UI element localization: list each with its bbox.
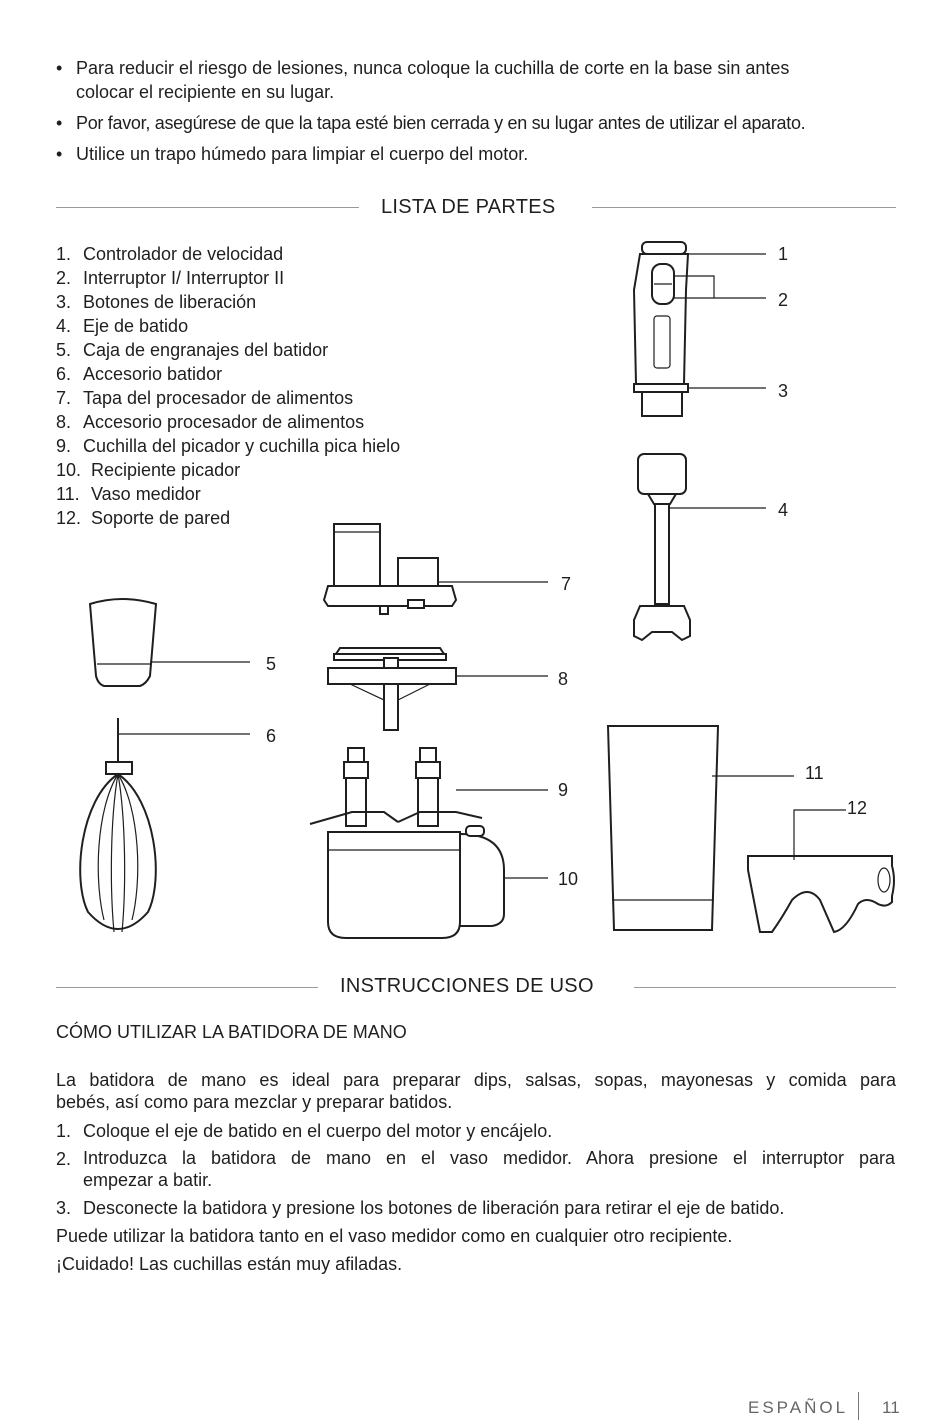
callout-number: 11 [805,763,824,783]
callout-number: 1 [778,244,789,264]
callout-number: 5 [266,654,277,674]
bullet: • [56,58,63,78]
speed-controller-shape [642,242,686,254]
parts-section-title: LISTA DE PARTES [381,196,556,218]
callout-number: 2 [778,290,789,310]
usage-intro: La batidora de mano es ideal para preparar dips, salsas, sopas, mayonesas y comida para bebés, así como para mezclar y preparar batidos. [56,1070,896,1112]
part-number: 9. [56,436,72,456]
part-number: 4. [56,316,72,336]
part-number: 12. [56,508,82,528]
part-number: 2. [56,268,72,288]
warning-item: Para reducir el riesgo de lesiones, nunca coloque la cuchilla de corte en la base sin antes colocar el recipiente en su lugar. [76,58,790,102]
wall-bracket-illustration [748,810,894,932]
whisk-gearbox-illustration [90,599,250,686]
part-number: 6. [56,364,72,384]
usage-subtitle: CÓMO UTILIZAR LA BATIDORA DE MANO [56,1022,407,1042]
callout-number: 10 [558,869,579,889]
part-label: Interruptor I/ Interruptor II [83,268,285,288]
part-label: Accesorio procesador de alimentos [83,412,365,432]
processor-lid-illustration [324,524,548,614]
step-number: 1. [56,1121,72,1141]
part-number: 7. [56,388,72,408]
callout-number: 8 [558,669,569,689]
chopper-bowl-illustration [328,826,548,938]
callout-number: 9 [558,780,569,800]
chopping-blades-illustration [310,748,548,826]
part-number: 10. [56,460,82,480]
step-text: Coloque el eje de batido en el cuerpo del motor y encájelo. [83,1121,553,1141]
warning-item: Utilice un trapo húmedo para limpiar el cuerpo del motor. [76,144,529,164]
step-text: Desconecte la batidora y presione los botones de liberación para retirar el eje de batido. [83,1198,785,1218]
usage-note: Puede utilizar la batidora tanto en el vaso medidor como en cualquier otro recipiente. [56,1226,733,1246]
step-text: Introduzca la batidora de mano en el vaso medidor. Ahora presione el interruptor para empezar a batir. [83,1148,895,1190]
callout-number: 4 [778,500,789,520]
usage-warning: ¡Cuidado! Las cuchillas están muy afiladas. [56,1254,403,1274]
footer-language: ESPAÑOL [748,1398,849,1417]
part-label: Vaso medidor [91,484,201,504]
callout-number: 7 [561,574,572,594]
release-buttons-shape [634,384,688,392]
part-number: 3. [56,292,72,312]
whisk-illustration [80,718,250,932]
step-number: 2. [56,1149,72,1169]
usage-section-title: INSTRUCCIONES DE USO [340,975,594,997]
part-label: Accesorio batidor [83,364,223,384]
blending-shaft-illustration [634,454,766,640]
callout-number: 6 [266,726,277,746]
part-label: Eje de batido [83,316,189,336]
part-number: 1. [56,244,72,264]
part-label: Cuchilla del picador y cuchilla pica hielo [83,436,401,456]
slicing-disc-illustration [328,648,548,730]
part-number: 5. [56,340,72,360]
bullet: • [56,113,63,133]
motor-body-illustration [634,242,766,416]
part-label: Tapa del procesador de alimentos [83,388,354,408]
part-label: Caja de engranajes del batidor [83,340,329,360]
part-number: 8. [56,412,72,432]
part-label: Soporte de pared [91,508,231,528]
section-rule-left [56,987,318,988]
part-number: 11. [56,484,80,504]
bullet: • [56,144,63,164]
part-label: Controlador de velocidad [83,244,284,264]
section-rule-right [634,987,896,988]
footer-separator [858,1392,859,1420]
step-number: 3. [56,1198,72,1218]
warning-item: Por favor, asegúrese de que la tapa esté bien cerrada y en su lugar antes de utilizar el aparato. [76,113,806,133]
part-label: Recipiente picador [91,460,241,480]
callout-number: 12 [847,798,868,818]
callout-number: 3 [778,381,789,401]
page-number: 11 [882,1398,900,1417]
part-label: Botones de liberación [83,292,257,312]
